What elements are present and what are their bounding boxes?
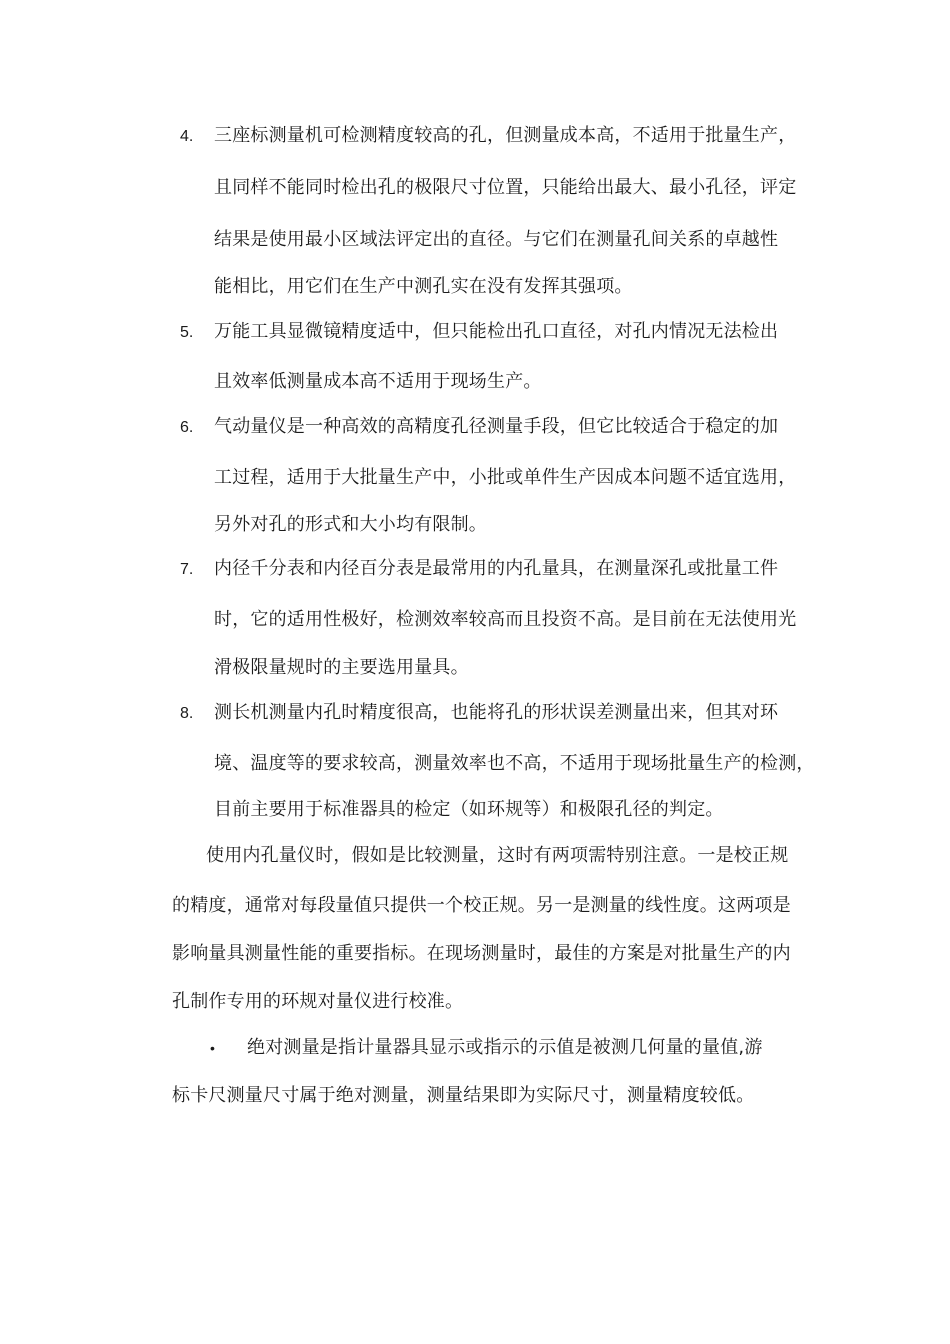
list-number: 6. [180, 419, 194, 436]
paragraph-line: 影响量具测量性能的重要指标。在现场测量时，最佳的方案是对批量生产的内 [172, 943, 791, 964]
list-number: 5. [180, 324, 194, 341]
bullet-icon: • [210, 1040, 215, 1056]
list-item-line: 另外对孔的形式和大小均有限制。 [214, 514, 487, 535]
bullet-item-line: 绝对测量是指计量器具显示或指示的示值是被测几何量的量值,游 [247, 1037, 763, 1058]
bullet-item-line: 标卡尺测量尺寸属于绝对测量，测量结果即为实际尺寸，测量精度较低。 [172, 1085, 755, 1106]
list-item-line: 结果是使用最小区域法评定出的直径。与它们在测量孔间关系的卓越性 [214, 229, 779, 250]
list-item-line: 工过程，适用于大批量生产中，小批或单件生产因成本问题不适宜选用， [214, 467, 797, 488]
list-item-line: 气动量仪是一种高效的高精度孔径测量手段，但它比较适合于稳定的加 [214, 416, 779, 437]
list-item-line: 境、温度等的要求较高，测量效率也不高，不适用于现场批量生产的检测， [214, 753, 815, 774]
list-number: 8. [180, 705, 194, 722]
list-item-line: 测长机测量内孔时精度很高，也能将孔的形状误差测量出来，但其对环 [214, 702, 779, 723]
paragraph-line: 的精度，通常对每段量值只提供一个校正规。另一是测量的线性度。这两项是 [172, 895, 791, 916]
paragraph-line: 使用内孔量仪时，假如是比较测量，这时有两项需特别注意。一是校正规 [206, 845, 789, 866]
list-item-line: 内径千分表和内径百分表是最常用的内孔量具，在测量深孔或批量工件 [214, 558, 779, 579]
list-item-line: 且效率低测量成本高不适用于现场生产。 [214, 371, 542, 392]
list-item-line: 目前主要用于标准器具的检定（如环规等）和极限孔径的判定。 [214, 799, 724, 820]
paragraph-line: 孔制作专用的环规对量仪进行校准。 [172, 991, 464, 1012]
list-item-line: 滑极限量规时的主要选用量具。 [214, 657, 469, 678]
list-item-line: 三座标测量机可检测精度较高的孔，但测量成本高，不适用于批量生产， [214, 125, 797, 146]
list-number: 7. [180, 561, 194, 578]
list-item-line: 万能工具显微镜精度适中，但只能检出孔口直径，对孔内情况无法检出 [214, 321, 779, 342]
list-item-line: 能相比，用它们在生产中测孔实在没有发挥其强项。 [214, 276, 633, 297]
list-item-line: 且同样不能同时检出孔的极限尺寸位置，只能给出最大、最小孔径，评定 [214, 177, 797, 198]
list-number: 4. [180, 128, 194, 145]
list-item-line: 时，它的适用性极好，检测效率较高而且投资不高。是目前在无法使用光 [214, 609, 797, 630]
